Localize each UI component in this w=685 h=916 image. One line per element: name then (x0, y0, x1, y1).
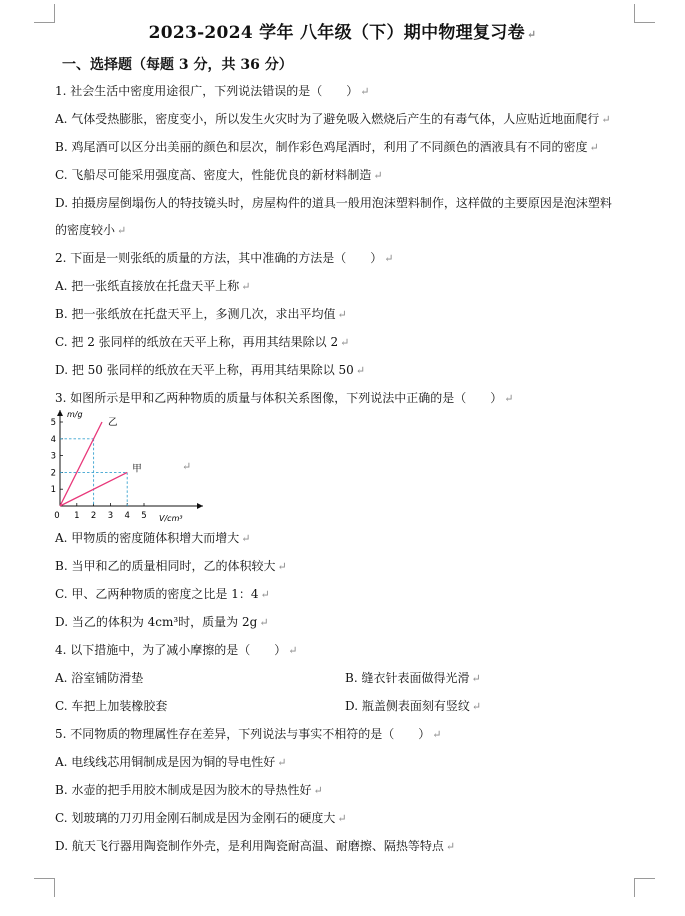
question-2-option-c: C. 把 2 张同样的纸放在天平上称，再用其结果除以 2 ↵ (55, 335, 350, 349)
y-axis-label: m/g (67, 410, 83, 419)
question-3-option-d: D. 当乙的体积为 4cm³时，质量为 2g ↵ (55, 615, 269, 629)
paragraph-mark-icon: ↵ (589, 141, 599, 154)
document-title: 2023-2024 学年 八年级（下）期中物理复习卷 ↵ (148, 23, 537, 43)
series-yi-label: 乙 (108, 417, 118, 428)
paragraph-mark-icon: ↵ (601, 113, 611, 126)
question-4-option-b: B. 缝衣针表面做得光滑 ↵ (345, 671, 481, 685)
paragraph-mark-icon: ↵ (241, 532, 251, 545)
figure-paragraph-mark (180, 458, 191, 475)
paragraph-mark-icon: ↵ (241, 280, 251, 293)
question-5-option-a: A. 电线线芯用铜制成是因为铜的导电性好 ↵ (55, 755, 287, 769)
paragraph-mark-icon: ↵ (355, 364, 366, 377)
y-tick-label: 5 (50, 418, 56, 428)
paragraph-mark-icon: ↵ (340, 336, 350, 349)
paragraph-mark-icon: ↵ (432, 728, 442, 741)
question-5-option-c: C. 划玻璃的刀刃用金刚石制成是因为金刚石的硬度大 ↵ (55, 811, 347, 825)
paragraph-mark-icon: ↵ (182, 460, 192, 473)
question-4-option-a: A. 浴室铺防滑垫 (55, 671, 144, 685)
y-tick-label: 1 (50, 485, 56, 496)
paragraph-mark-icon: ↵ (445, 840, 456, 853)
question-1-option-d-continued: 的密度较小 ↵ (55, 223, 127, 237)
series-jia-label: 甲 (132, 463, 142, 475)
question-1-option-a: A. 气体受热膨胀，密度变小，所以发生火灾时为了避免吸入燃烧后产生的有毒气体，人应贴近地面爬行 ↵ (55, 112, 611, 126)
series-jia-line (60, 472, 127, 506)
x-axis-label: V/cm³ (159, 514, 183, 523)
x-tick-label: 0 (54, 511, 60, 521)
paragraph-mark-icon: ↵ (313, 784, 323, 797)
question-1-option-d: D. 拍摄房屋倒塌伤人的特技镜头时，房屋构件的道具一般用泡沫塑料制作，这样做的主要原因是泡沫塑料 (55, 196, 612, 210)
paragraph-mark-icon: ↵ (288, 644, 298, 657)
paragraph-mark-icon: ↵ (277, 560, 287, 573)
question-2-option-d: D. 把 50 张同样的纸放在天平上称，再用其结果除以 50 ↵ (55, 363, 366, 377)
paragraph-mark-icon: ↵ (360, 85, 370, 98)
question-1-option-b: B. 鸡尾酒可以区分出美丽的颜色和层次，制作彩色鸡尾酒时，利用了不同颜色的酒液具有不同的密度 ↵ (55, 140, 599, 154)
x-tick-label: 5 (141, 511, 147, 521)
crop-mark-bottom-left (34, 878, 55, 897)
question-2-option-b: B. 把一张纸放在托盘天平上，多测几次，求出平均值 ↵ (55, 307, 347, 321)
series-yi-line (60, 422, 102, 506)
question-4-option-d: D. 瓶盖侧表面刻有竖纹 ↵ (345, 699, 482, 713)
y-tick-label: 2 (50, 468, 56, 479)
section-heading: 一、选择题（每题 3 分，共 36 分） (62, 57, 293, 73)
x-tick-label: 2 (90, 511, 97, 521)
paragraph-mark-icon: ↵ (526, 28, 537, 41)
y-tick-label: 3 (50, 451, 56, 462)
question-3-stem: 3. 如图所示是甲和乙两种物质的质量与体积关系图像，下列说法中正确的是（ ） ↵ (55, 391, 514, 405)
question-3-option-b: B. 当甲和乙的质量相同时，乙的体积较大 ↵ (55, 559, 287, 573)
y-axis-arrow-icon (57, 410, 63, 416)
question-3-option-c: C. 甲、乙两种物质的密度之比是 1：4 ↵ (55, 587, 270, 601)
question-1-stem: 1. 社会生活中密度用途很广，下列说法错误的是（ ） ↵ (55, 84, 370, 98)
question-4-option-c: C. 车把上加装橡胶套 (55, 699, 168, 713)
question-3-option-a: A. 甲物质的密度随体积增大而增大 ↵ (55, 531, 251, 545)
paragraph-mark-icon: ↵ (277, 756, 287, 769)
question-2-option-a: A. 把一张纸直接放在托盘天平上称 ↵ (55, 279, 251, 293)
paragraph-mark-icon: ↵ (337, 308, 347, 321)
x-tick-label: 3 (107, 511, 114, 521)
paragraph-mark-icon: ↵ (337, 812, 347, 825)
paragraph-mark-icon: ↵ (504, 392, 514, 405)
x-tick-label: 1 (74, 511, 80, 521)
paragraph-mark-icon: ↵ (384, 252, 394, 265)
paragraph-mark-icon: ↵ (471, 672, 481, 685)
question-5-stem: 5. 不同物质的物理属性存在差异，下列说法与事实不相符的是（ ） ↵ (55, 727, 442, 741)
paragraph-mark-icon: ↵ (260, 588, 270, 601)
question-1-option-c: C. 飞船尽可能采用强度高、密度大，性能优良的新材料制造 ↵ (55, 168, 383, 182)
paragraph-mark-icon: ↵ (373, 169, 383, 182)
x-axis-arrow-icon (197, 503, 203, 509)
paragraph-mark-icon: ↵ (117, 224, 127, 237)
x-tick-label: 4 (124, 511, 130, 521)
crop-mark-bottom-right (634, 878, 655, 897)
paragraph-mark-icon: ↵ (471, 700, 482, 713)
paragraph-mark-icon: ↵ (259, 616, 269, 629)
y-tick-label: 4 (50, 434, 56, 445)
question-5-option-b: B. 水壶的把手用胶木制成是因为胶木的导热性好 ↵ (55, 783, 323, 797)
question-4-stem: 4. 以下措施中，为了减小摩擦的是（ ） ↵ (55, 643, 298, 657)
question-5-option-d: D. 航天飞行器用陶瓷制作外壳，是利用陶瓷耐高温、耐磨擦、隔热等特点 ↵ (55, 839, 456, 853)
question-2-stem: 2. 下面是一则张纸的质量的方法，其中准确的方法是（ ） ↵ (55, 251, 394, 265)
